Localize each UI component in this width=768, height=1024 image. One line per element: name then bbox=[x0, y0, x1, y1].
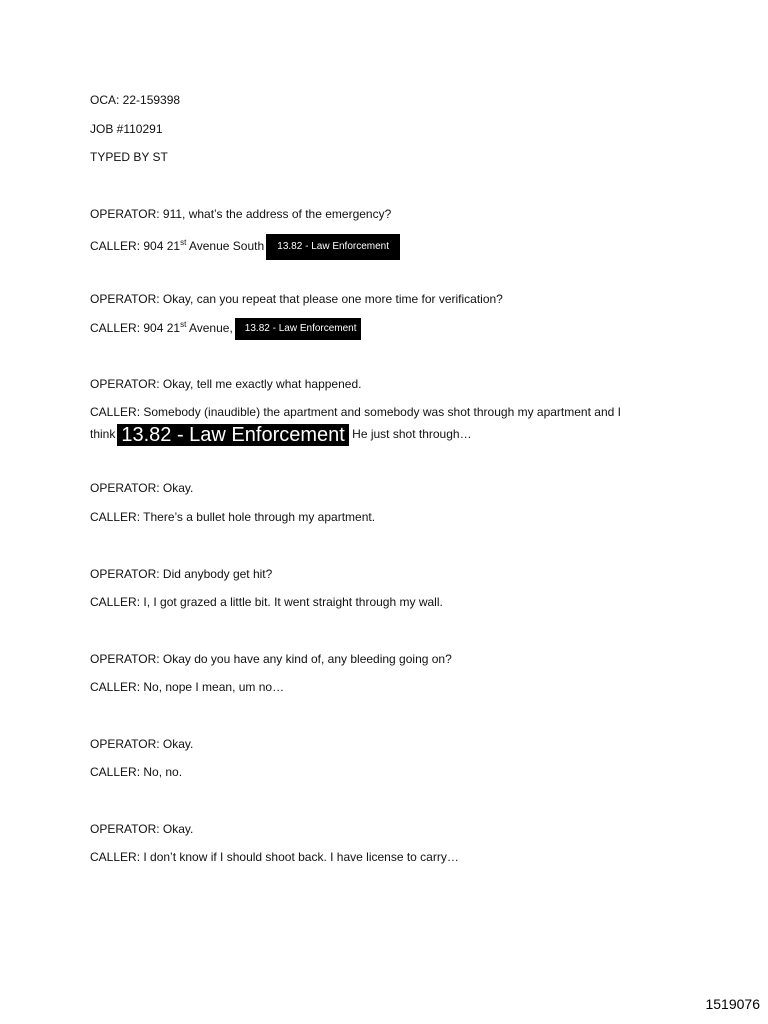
line-text: He just shot through… bbox=[352, 427, 472, 442]
bates-number: 1519076 bbox=[705, 996, 760, 1012]
redaction-box: 13.82 - Law Enforcement bbox=[117, 424, 348, 446]
transcript-line: OPERATOR: 911, what’s the address of the emergency? bbox=[90, 207, 392, 221]
transcript-line bbox=[90, 424, 472, 446]
transcript-line: OPERATOR: Okay, can you repeat that please one more time for verification? bbox=[90, 292, 503, 306]
job-number: JOB #110291 bbox=[90, 122, 163, 136]
transcript-line bbox=[90, 318, 361, 340]
transcript-line: CALLER: There’s a bullet hole through my apartment. bbox=[90, 510, 376, 524]
redaction-box: 13.82 - Law Enforcement bbox=[266, 234, 400, 260]
transcript-line bbox=[90, 234, 400, 260]
line-text: think bbox=[90, 427, 116, 442]
ordinal-suffix: st bbox=[180, 320, 187, 330]
transcript-line: OPERATOR: Okay, tell me exactly what happened. bbox=[90, 377, 362, 391]
transcript-line: CALLER: I, I got grazed a little bit. It went straight through my wall. bbox=[90, 595, 443, 609]
transcript-line: OPERATOR: Okay. bbox=[90, 822, 194, 836]
ordinal-suffix: st bbox=[180, 238, 187, 248]
transcript-line: CALLER: I don’t know if I should shoot back. I have license to carry… bbox=[90, 850, 459, 864]
transcript-line: OPERATOR: Okay. bbox=[90, 481, 194, 495]
line-text: Avenue, bbox=[186, 321, 233, 336]
redaction-box: 13.82 - Law Enforcement bbox=[235, 318, 361, 340]
typed-by: TYPED BY ST bbox=[90, 150, 168, 164]
line-text: CALLER: 904 21 bbox=[90, 321, 181, 336]
transcript-line: CALLER: No, no. bbox=[90, 765, 183, 779]
transcript-line: CALLER: Somebody (inaudible) the apartment and somebody was shot through my apartment and I bbox=[90, 405, 621, 419]
line-text: CALLER: 904 21 bbox=[90, 239, 181, 254]
oca-number: OCA: 22-159398 bbox=[90, 93, 181, 107]
transcript-line: OPERATOR: Okay do you have any kind of, any bleeding going on? bbox=[90, 652, 452, 666]
line-text: Avenue South bbox=[186, 239, 265, 254]
transcript-line: OPERATOR: Did anybody get hit? bbox=[90, 567, 273, 581]
transcript-line: OPERATOR: Okay. bbox=[90, 737, 194, 751]
transcript-line: CALLER: No, nope I mean, um no… bbox=[90, 680, 285, 694]
